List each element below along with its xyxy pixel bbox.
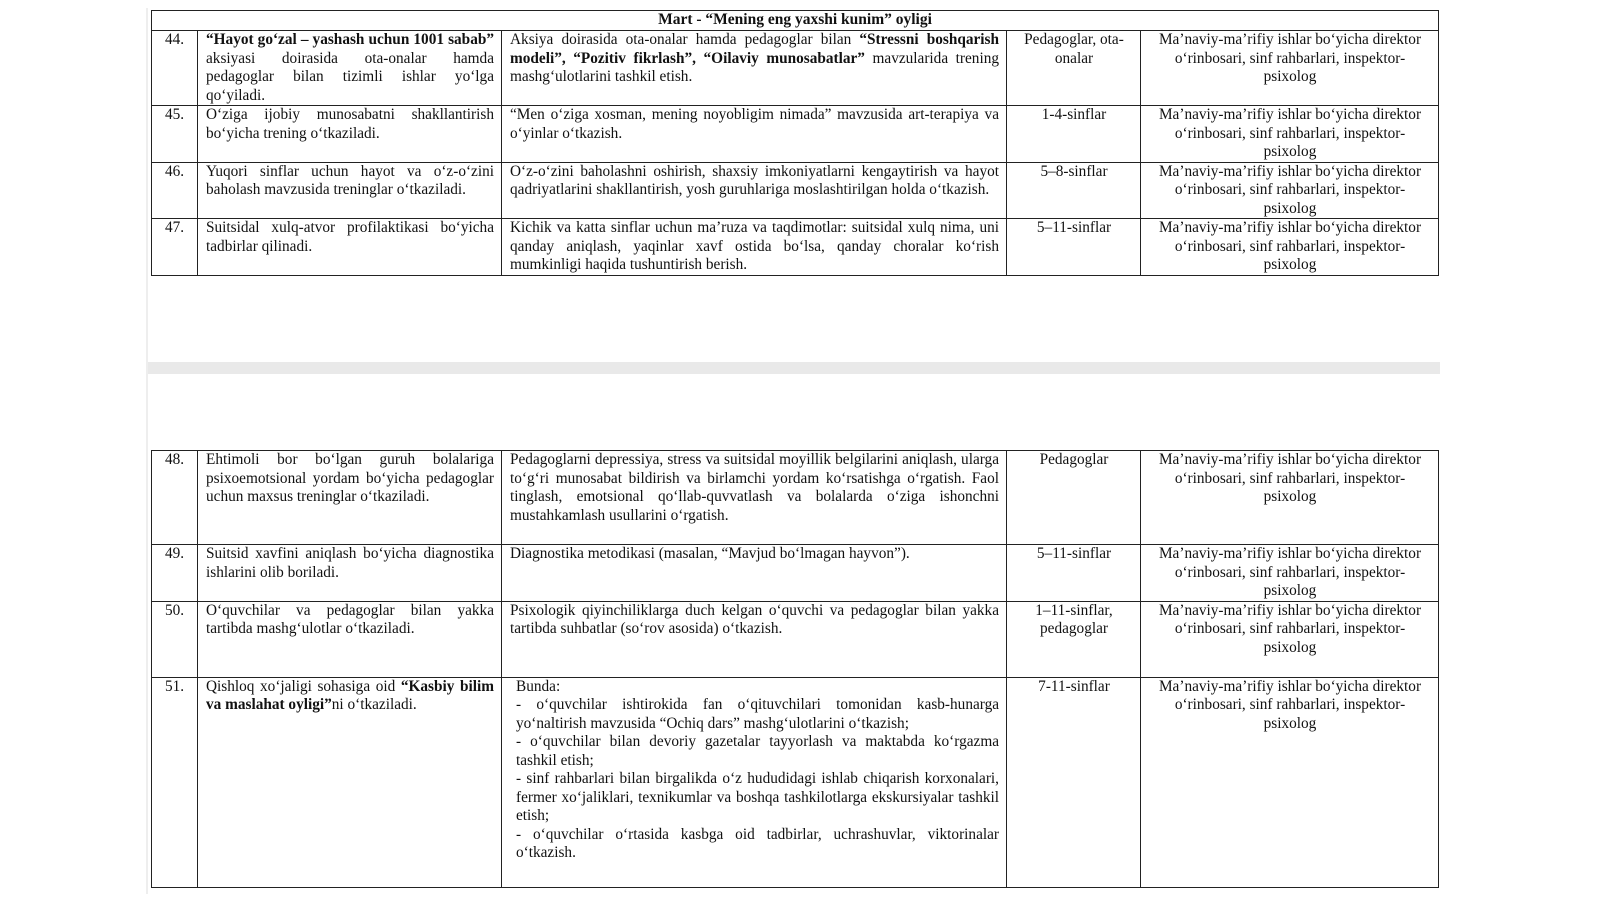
task-cell	[198, 677, 502, 887]
participants-cell: 7-11-sinflar	[1007, 677, 1141, 887]
responsible-cell: Ma’naviy-ma’rifiy ishlar bo‘yicha direktor o‘rinbosari, sinf rahbarlari, inspektor-psixolog	[1141, 162, 1439, 219]
list-item: - o‘quvchilar bilan devoriy gazetalar tayyorlash va maktabda ko‘rgazma tashkil etish;	[510, 733, 999, 770]
task-cell: Ehtimoli bor bo‘lgan guruh bolalariga psixoemotsional yordam bo‘yicha pedagoglar uchun maxsus treninglar o‘tkaziladi.	[198, 451, 502, 545]
task-cell: O‘ziga ijobiy munosabatni shakllantirish bo‘yicha trening o‘tkaziladi.	[198, 106, 502, 163]
row-number: 48.	[152, 451, 198, 545]
row-number: 50.	[152, 601, 198, 677]
participants-cell: 5–8-sinflar	[1007, 162, 1141, 219]
responsible-cell: Ma’naviy-ma’rifiy ishlar bo‘yicha direktor o‘rinbosari, sinf rahbarlari, inspektor-psixolog	[1141, 677, 1439, 887]
section-title: Mart - “Mening eng yaxshi kunim” oyligi	[152, 11, 1439, 31]
task-title-bold: “Hayot go‘zal – yashash uchun 1001 sabab”	[206, 31, 494, 48]
task-text: aksiyasi doirasida ota-onalar hamda pedagoglar bilan tizimli ishlar yo‘lga qo‘yiladi.	[206, 49, 494, 104]
description-cell	[502, 677, 1007, 887]
page-edge	[146, 8, 148, 894]
desc-lead: Bunda:	[516, 677, 561, 695]
task-cell	[198, 31, 502, 106]
participants-cell: Pedagoglar, ota-onalar	[1007, 31, 1141, 106]
desc-text: Aksiya doirasida ota-onalar hamda pedagoglar bilan	[510, 31, 860, 48]
task-title-bold: “Kasbiy bilim va maslahat oyligi”	[206, 677, 494, 713]
description-cell: Psixologik qiyinchiliklarga duch kelgan o‘quvchi va pedagoglar bilan yakka tartibda suhbatlar (so‘rov asosida) o‘tkazish.	[502, 601, 1007, 677]
table-row	[152, 451, 1439, 545]
task-text-end: ni o‘tkaziladi.	[331, 696, 417, 713]
description-cell: Diagnostika metodikasi (masalan, “Mavjud bo‘lmagan hayvon”).	[502, 545, 1007, 602]
task-cell: Suitsid xavfini aniqlash bo‘yicha diagnostika ishlarini olib boriladi.	[198, 545, 502, 602]
plan-table-bottom	[151, 450, 1439, 888]
participants-cell: Pedagoglar	[1007, 451, 1141, 545]
list-item: - o‘quvchilar o‘rtasida kasbga oid tadbirlar, uchrashuvlar, viktorinalar o‘tkazish.	[510, 826, 999, 863]
responsible-cell: Ma’naviy-ma’rifiy ishlar bo‘yicha direktor o‘rinbosari, sinf rahbarlari, inspektor-psixolog	[1141, 451, 1439, 545]
plan-table-top	[151, 10, 1439, 276]
task-cell: Suitsidal xulq-atvor profilaktikasi bo‘yicha tadbirlar qilinadi.	[198, 219, 502, 276]
task-cell: Yuqori sinflar uchun hayot va o‘z-o‘zini baholash mavzusida treninglar o‘tkaziladi.	[198, 162, 502, 219]
desc-bold-topics: “Stressni boshqarish modeli”, “Pozitiv fikrlash”, “Oilaviy munosabatlar”	[510, 31, 1000, 67]
table-row	[152, 162, 1439, 219]
desc-text-end: mavzularida trening mashg‘ulotlarini tashkil etish.	[510, 49, 1000, 85]
description-cell	[502, 31, 1007, 106]
row-number: 51.	[152, 677, 198, 887]
description-cell: “Men o‘ziga xosman, mening noyobligim nimada” mavzusida art-terapiya va o‘yinlar o‘tkazish.	[502, 106, 1007, 163]
row-number: 47.	[152, 219, 198, 276]
task-text: Qishloq xo‘jaligi sohasiga oid	[206, 677, 401, 695]
page-break-gap	[146, 362, 1440, 374]
responsible-cell: Ma’naviy-ma’rifiy ishlar bo‘yicha direktor o‘rinbosari, sinf rahbarlari, inspektor-psixolog	[1141, 31, 1439, 106]
table-row	[152, 677, 1439, 887]
list-item: - sinf rahbarlari bilan birgalikda o‘z hududidagi ishlab chiqarish korxonalari, fermer xo‘jaliklari, texnikumlar va boshqa tashkilotlarga ekskursiyalar tashkil etish;	[510, 770, 999, 826]
table-row	[152, 106, 1439, 163]
responsible-cell: Ma’naviy-ma’rifiy ishlar bo‘yicha direktor o‘rinbosari, sinf rahbarlari, inspektor-psixolog	[1141, 545, 1439, 602]
row-number: 45.	[152, 106, 198, 163]
description-cell: Pedagoglarni depressiya, stress va suitsidal moyillik belgilarini aniqlash, ularga to‘g‘ri munosabat bildirish va birlamchi yordam ko‘rsatishga o‘rgatish. Faol tinglash, emotsional qo‘llab-quvvatlash va bolalarda o‘ziga ishonchni mustahkamlash usullarini o‘rgatish.	[502, 451, 1007, 545]
table-row	[152, 601, 1439, 677]
row-number: 46.	[152, 162, 198, 219]
participants-cell: 5–11-sinflar	[1007, 545, 1141, 602]
row-number: 44.	[152, 31, 198, 106]
table-row	[152, 31, 1439, 106]
table-row	[152, 545, 1439, 602]
responsible-cell: Ma’naviy-ma’rifiy ishlar bo‘yicha direktor o‘rinbosari, sinf rahbarlari, inspektor-psixolog	[1141, 601, 1439, 677]
list-item: - o‘quvchilar ishtirokida fan o‘qituvchilari tomonidan kasb-hunarga yo‘naltirish mavzusida “Ochiq dars” mashg‘ulotlarini o‘tkazish;	[510, 696, 999, 733]
task-cell: O‘quvchilar va pedagoglar bilan yakka tartibda mashg‘ulotlar o‘tkaziladi.	[198, 601, 502, 677]
participants-cell: 1-4-sinflar	[1007, 106, 1141, 163]
table-row	[152, 219, 1439, 276]
responsible-cell: Ma’naviy-ma’rifiy ishlar bo‘yicha direktor o‘rinbosari, sinf rahbarlari, inspektor-psixolog	[1141, 106, 1439, 163]
participants-cell: 5–11-sinflar	[1007, 219, 1141, 276]
description-cell: O‘z-o‘zini baholashni oshirish, shaxsiy imkoniyatlarni kengaytirish va hayot qadriyatlarini shakllantirish, yosh guruhlariga moslashtirilgan holda o‘tkazish.	[502, 162, 1007, 219]
row-number: 49.	[152, 545, 198, 602]
desc-item-list	[510, 696, 999, 863]
participants-cell: 1–11-sinflar, pedagoglar	[1007, 601, 1141, 677]
description-cell: Kichik va katta sinflar uchun ma’ruza va taqdimotlar: suitsidal xulq nima, uni qanday aniqlash, yaqinlar xavf ostida bo‘lsa, qanday choralar ko‘rish mumkinligi haqida tushuntirish berish.	[502, 219, 1007, 276]
responsible-cell: Ma’naviy-ma’rifiy ishlar bo‘yicha direktor o‘rinbosari, sinf rahbarlari, inspektor-psixolog	[1141, 219, 1439, 276]
